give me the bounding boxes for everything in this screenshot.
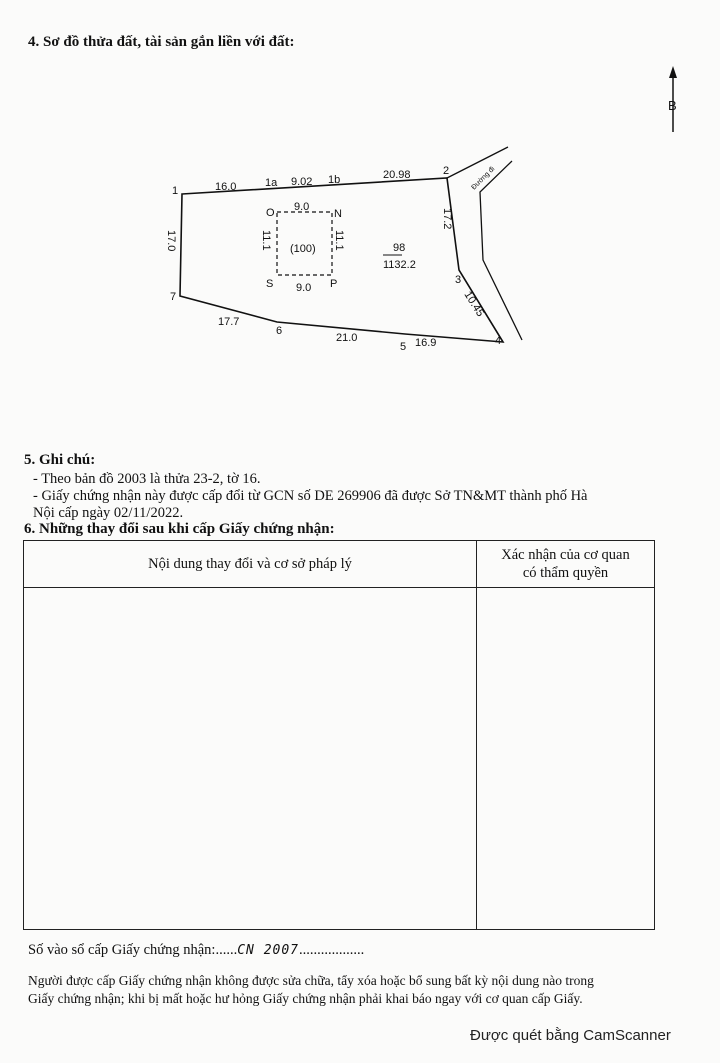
land-plot-diagram <box>150 60 690 390</box>
edge-6-7-length: 17.7 <box>218 316 240 328</box>
edge-5-6-length: 21.0 <box>336 332 358 344</box>
point-6-label: 6 <box>276 325 283 337</box>
changes-content-cell <box>24 588 477 930</box>
point-1a-label: 1a <box>265 177 278 189</box>
note-line-3: Nội cấp ngày 02/11/2022. <box>33 505 184 521</box>
registry-dots-after: .................. <box>299 942 365 958</box>
footer-line-2: Giấy chứng nhận; khi bị mất hoặc hư hỏng Giấy chứng nhận phải khai báo ngay với cơ quan cấp Giấy. <box>28 991 583 1006</box>
changes-table <box>23 540 655 930</box>
point-4-label: 4 <box>495 335 502 347</box>
footer-line-1: Người được cấp Giấy chứng nhận không được sửa chữa, tẩy xóa hoặc bổ sung bất kỳ nội dung nào trong <box>28 973 594 988</box>
changes-column-confirmation <box>477 541 655 588</box>
building-corner-p: P <box>330 278 338 290</box>
section-6-heading: 6. Những thay đổi sau khi cấp Giấy chứng nhận: <box>24 521 335 537</box>
building-corner-o: O <box>266 207 275 219</box>
building-bottom-length: 9.0 <box>296 282 312 294</box>
point-7-label: 7 <box>170 291 177 303</box>
changes-confirmation-cell <box>477 588 655 930</box>
building-left-length: 11.1 <box>260 230 272 251</box>
confirmation-header-line-2: có thẩm quyền <box>522 565 609 581</box>
point-3-label: 3 <box>455 274 462 286</box>
building-label: (100) <box>290 243 316 255</box>
registry-label: Số vào sổ cấp Giấy chứng nhận: <box>28 942 216 958</box>
note-line-1: - Theo bản đồ 2003 là thửa 23-2, tờ 16. <box>33 471 261 487</box>
point-1b-label: 1b <box>328 174 341 186</box>
parcel-number: 98 <box>393 242 406 254</box>
point-5-label: 5 <box>400 341 407 353</box>
edge-1a-1b-length: 9.02 <box>291 176 313 188</box>
section-5-heading: 5. Ghi chú: <box>24 452 96 468</box>
confirmation-header-line-1: Xác nhận của cơ quan <box>501 547 630 563</box>
point-2-label: 2 <box>443 165 450 177</box>
edge-2-3-length: 17.2 <box>441 208 453 230</box>
building-corner-s: S <box>266 278 274 290</box>
edge-1b-2-length: 20.98 <box>383 169 411 181</box>
point-1-label: 1 <box>172 185 179 197</box>
road-label: Đường đi <box>470 165 497 192</box>
edge-7-1-length: 17.0 <box>165 230 177 252</box>
edge-3-4-length: 10.45 <box>461 289 487 319</box>
note-line-2: - Giấy chứng nhận này được cấp đổi từ GCN số DE 269906 đã được Sở TN&MT thành phố Hà <box>33 488 588 504</box>
registry-dots-before: ...... <box>215 942 238 958</box>
scanner-watermark: Được quét bằng CamScanner <box>470 1027 671 1044</box>
changes-column-content: Nội dung thay đổi và cơ sở pháp lý <box>24 541 477 588</box>
building-corner-n: N <box>334 208 342 220</box>
building-top-length: 9.0 <box>294 201 310 213</box>
edge-4-5-length: 16.9 <box>415 337 437 349</box>
building-right-length: 11.1 <box>333 230 345 251</box>
registry-number: CN 2007 <box>237 943 300 958</box>
north-label: B <box>668 98 677 113</box>
edge-1-1a-length: 16.0 <box>215 181 237 193</box>
parcel-area: 1132.2 <box>383 259 416 271</box>
registry-line <box>28 942 364 959</box>
section-4-heading: 4. Sơ đồ thửa đất, tài sản gắn liền với đất: <box>28 34 295 50</box>
